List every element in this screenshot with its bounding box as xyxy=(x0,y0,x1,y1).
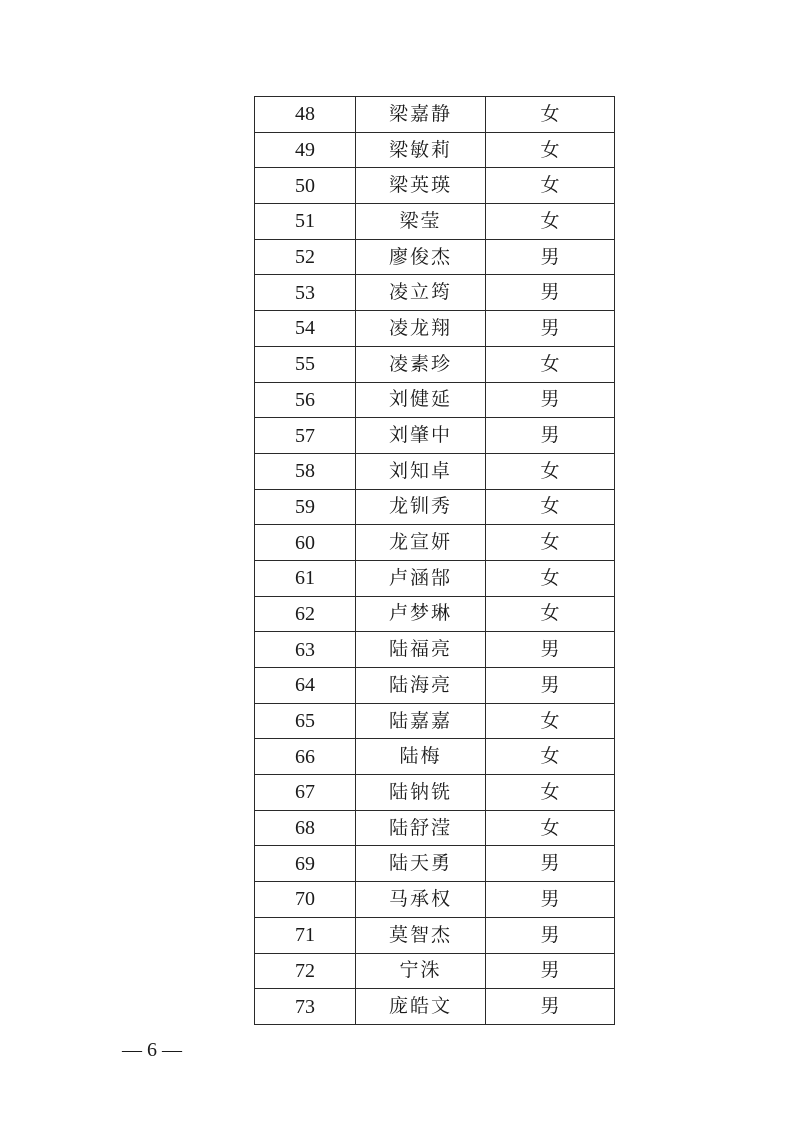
table-row xyxy=(255,703,615,739)
name-cell: 卢梦琳 xyxy=(356,596,486,632)
name-cell: 陆福亮 xyxy=(356,632,486,668)
gender-cell: 男 xyxy=(486,632,615,668)
gender-cell: 男 xyxy=(486,275,615,311)
row-number-cell: 69 xyxy=(255,846,356,882)
name-cell: 刘知卓 xyxy=(356,453,486,489)
row-number-cell: 72 xyxy=(255,953,356,989)
name-cell: 陆钠铣 xyxy=(356,775,486,811)
row-number-cell: 51 xyxy=(255,204,356,240)
gender-cell: 女 xyxy=(486,703,615,739)
table-row xyxy=(255,418,615,454)
table-row xyxy=(255,168,615,204)
table-row xyxy=(255,239,615,275)
table-row xyxy=(255,810,615,846)
name-cell: 卢涵郜 xyxy=(356,560,486,596)
table-row xyxy=(255,953,615,989)
row-number-cell: 62 xyxy=(255,596,356,632)
gender-cell: 女 xyxy=(486,775,615,811)
table-row xyxy=(255,489,615,525)
roster-table-body xyxy=(255,97,615,1025)
row-number-cell: 61 xyxy=(255,560,356,596)
row-number-cell: 68 xyxy=(255,810,356,846)
table-row xyxy=(255,739,615,775)
name-cell: 陆嘉嘉 xyxy=(356,703,486,739)
table-row xyxy=(255,560,615,596)
table-row xyxy=(255,382,615,418)
gender-cell: 女 xyxy=(486,204,615,240)
row-number-cell: 55 xyxy=(255,346,356,382)
name-cell: 陆舒滢 xyxy=(356,810,486,846)
gender-cell: 男 xyxy=(486,382,615,418)
gender-cell: 女 xyxy=(486,168,615,204)
gender-cell: 女 xyxy=(486,810,615,846)
name-cell: 庞皓文 xyxy=(356,989,486,1025)
name-cell: 龙宣妍 xyxy=(356,525,486,561)
name-cell: 刘健延 xyxy=(356,382,486,418)
gender-cell: 女 xyxy=(486,346,615,382)
row-number-cell: 58 xyxy=(255,453,356,489)
row-number-cell: 48 xyxy=(255,97,356,133)
name-cell: 凌龙翔 xyxy=(356,311,486,347)
gender-cell: 男 xyxy=(486,917,615,953)
table-row xyxy=(255,989,615,1025)
row-number-cell: 70 xyxy=(255,882,356,918)
table-row xyxy=(255,453,615,489)
row-number-cell: 54 xyxy=(255,311,356,347)
gender-cell: 男 xyxy=(486,239,615,275)
table-row xyxy=(255,775,615,811)
table-row xyxy=(255,346,615,382)
table-row xyxy=(255,668,615,704)
name-cell: 陆梅 xyxy=(356,739,486,775)
gender-cell: 男 xyxy=(486,989,615,1025)
row-number-cell: 73 xyxy=(255,989,356,1025)
table-row xyxy=(255,525,615,561)
name-cell: 刘肇中 xyxy=(356,418,486,454)
table-row xyxy=(255,632,615,668)
name-cell: 梁莹 xyxy=(356,204,486,240)
name-cell: 梁敏莉 xyxy=(356,132,486,168)
gender-cell: 女 xyxy=(486,132,615,168)
gender-cell: 女 xyxy=(486,489,615,525)
name-cell: 宁洙 xyxy=(356,953,486,989)
roster-table xyxy=(254,96,615,1025)
gender-cell: 男 xyxy=(486,418,615,454)
table-row xyxy=(255,275,615,311)
row-number-cell: 50 xyxy=(255,168,356,204)
gender-cell: 男 xyxy=(486,846,615,882)
row-number-cell: 59 xyxy=(255,489,356,525)
row-number-cell: 52 xyxy=(255,239,356,275)
name-cell: 马承权 xyxy=(356,882,486,918)
gender-cell: 男 xyxy=(486,953,615,989)
gender-cell: 女 xyxy=(486,97,615,133)
row-number-cell: 64 xyxy=(255,668,356,704)
row-number-cell: 71 xyxy=(255,917,356,953)
row-number-cell: 60 xyxy=(255,525,356,561)
table-row xyxy=(255,132,615,168)
name-cell: 陆天勇 xyxy=(356,846,486,882)
gender-cell: 女 xyxy=(486,739,615,775)
name-cell: 龙钏秀 xyxy=(356,489,486,525)
row-number-cell: 49 xyxy=(255,132,356,168)
row-number-cell: 63 xyxy=(255,632,356,668)
table-row xyxy=(255,846,615,882)
table-row xyxy=(255,917,615,953)
row-number-cell: 56 xyxy=(255,382,356,418)
gender-cell: 女 xyxy=(486,453,615,489)
name-cell: 莫智杰 xyxy=(356,917,486,953)
name-cell: 陆海亮 xyxy=(356,668,486,704)
name-cell: 梁英瑛 xyxy=(356,168,486,204)
table-row xyxy=(255,596,615,632)
row-number-cell: 67 xyxy=(255,775,356,811)
gender-cell: 女 xyxy=(486,596,615,632)
page-number: — 6 — xyxy=(122,1039,182,1061)
table-row xyxy=(255,882,615,918)
row-number-cell: 53 xyxy=(255,275,356,311)
name-cell: 梁嘉静 xyxy=(356,97,486,133)
gender-cell: 男 xyxy=(486,311,615,347)
name-cell: 凌素珍 xyxy=(356,346,486,382)
gender-cell: 女 xyxy=(486,560,615,596)
name-cell: 廖俊杰 xyxy=(356,239,486,275)
table-row xyxy=(255,97,615,133)
row-number-cell: 66 xyxy=(255,739,356,775)
row-number-cell: 57 xyxy=(255,418,356,454)
gender-cell: 男 xyxy=(486,668,615,704)
row-number-cell: 65 xyxy=(255,703,356,739)
gender-cell: 男 xyxy=(486,882,615,918)
name-cell: 凌立筠 xyxy=(356,275,486,311)
table-row xyxy=(255,311,615,347)
table-row xyxy=(255,204,615,240)
gender-cell: 女 xyxy=(486,525,615,561)
